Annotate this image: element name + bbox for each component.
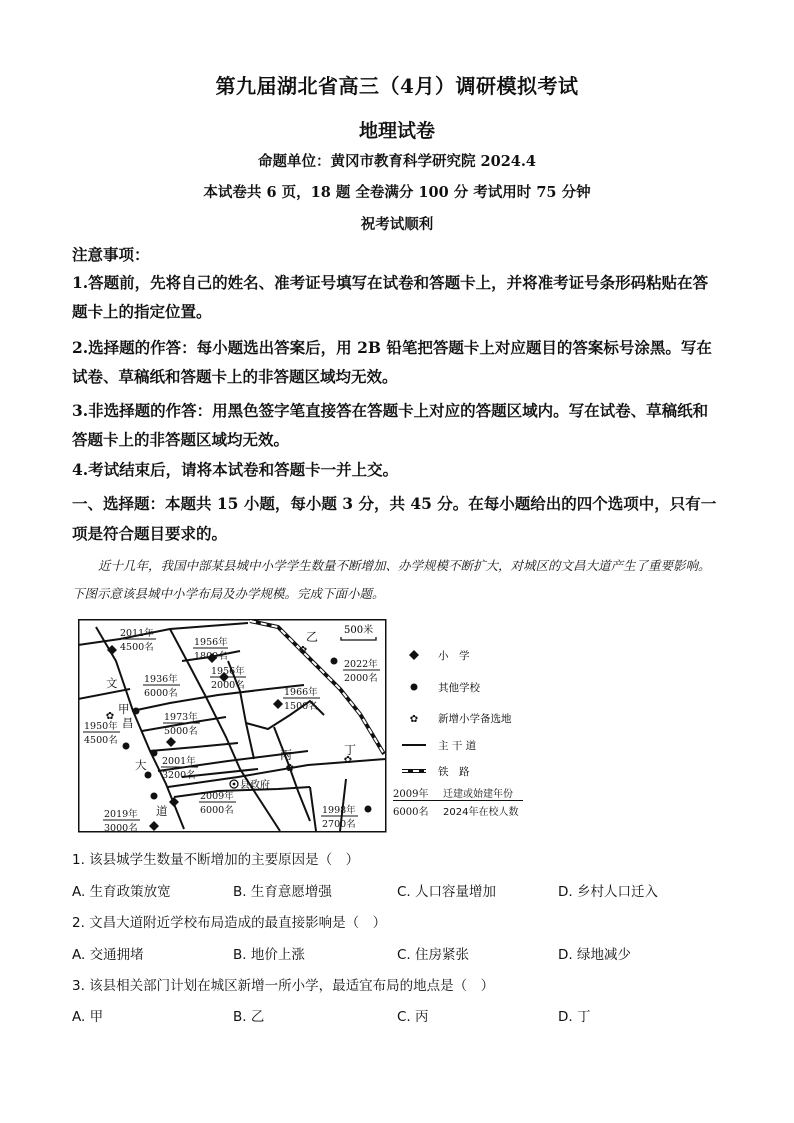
legend-primary: 小 学 <box>438 650 470 662</box>
svg-text:4500名: 4500名 <box>84 735 118 746</box>
scale-bar-label: 500米 <box>344 625 374 636</box>
note-item-4: 4.考试结束后，请将本试卷和答题卡一并上交。 <box>72 460 399 479</box>
question-3-stem: 3. 该县相关部门计划在城区新增一所小学，最适宜布局的地点是（ ） <box>72 978 495 994</box>
svg-text:2019年: 2019年 <box>104 809 138 820</box>
svg-text:1950年: 1950年 <box>84 721 118 732</box>
legend-key-rule <box>393 800 523 801</box>
svg-text:2009年: 2009年 <box>200 791 234 802</box>
legend-key-count: 6000名 <box>393 807 429 818</box>
legend-key-year: 2009年 <box>393 789 429 800</box>
svg-text:3000名: 3000名 <box>104 823 138 834</box>
road-name-char: 大 <box>135 758 147 772</box>
note-item-1: 1.答题前，先将自己的姓名、准考证号填写在试卷和答题卡上，并将准考证号条形码粘贴在答题卡上的指定位置。 <box>72 273 709 321</box>
question-2-option-a[interactable]: A. 交通拥堵 <box>72 947 144 963</box>
road-name-char: 文 <box>106 676 118 690</box>
section-heading: 一、选择题：本题共 15 小题，每小题 3 分，共 45 分。在每小题给出的四个选项中，只有一项是符合题目要求的。 <box>72 494 717 543</box>
candidate-site-yi-icon: ✿ <box>298 645 308 656</box>
svg-text:5000名: 5000名 <box>164 726 198 737</box>
question-2-option-d[interactable]: D. 绿地减少 <box>558 947 631 963</box>
svg-text:1956年: 1956年 <box>211 666 245 677</box>
county-government-label: 县政府 <box>240 780 270 791</box>
svg-text:1998年: 1998年 <box>322 805 356 816</box>
question-3-option-c[interactable]: C. 丙 <box>397 1009 429 1025</box>
road-name-char: 甲 <box>118 702 130 716</box>
other-school-marker <box>133 708 140 715</box>
other-school-marker <box>151 750 158 757</box>
question-1-option-b[interactable]: B. 生育意愿增强 <box>233 884 332 900</box>
question-1-option-c[interactable]: C. 人口容量增加 <box>397 884 497 900</box>
svg-text:3200名: 3200名 <box>162 770 196 781</box>
exam-title: 第九届湖北省高三（4月）调研模拟考试 <box>215 74 579 98</box>
place-bing: 丙 <box>280 748 293 762</box>
question-2-option-b[interactable]: B. 地价上涨 <box>233 947 305 963</box>
road-name-char: 昌 <box>122 716 134 730</box>
question-3-option-b[interactable]: B. 乙 <box>233 1009 265 1025</box>
svg-text:1966年: 1966年 <box>284 687 318 698</box>
legend-key-year-desc: 迁建或始建年份 <box>443 789 513 800</box>
svg-text:2000名: 2000名 <box>211 680 245 691</box>
svg-text:2700名: 2700名 <box>322 819 356 830</box>
question-1-stem: 1. 该县城学生数量不断增加的主要原因是（ ） <box>72 852 360 868</box>
other-school-marker <box>331 658 338 665</box>
primary-school-legend-icon <box>409 650 419 660</box>
other-school-marker <box>151 793 158 800</box>
question-intro: 近十几年，我国中部某县城中小学学生数量不断增加、办学规模不断扩大，对城区的文昌大道产生了重要影响。下图示意该县城中小学布局及办学规模。完成下面小题。 <box>72 558 711 601</box>
candidate-site-ding-icon: ✿ <box>343 755 353 766</box>
legend-other: 其他学校 <box>438 682 480 694</box>
legend-key-count-desc: 2024年在校人数 <box>443 807 519 818</box>
question-1-option-d[interactable]: D. 乡村人口迁入 <box>558 884 658 900</box>
county-government-icon <box>230 780 238 788</box>
other-school-marker <box>365 806 372 813</box>
candidate-site-bing-icon: ✿ <box>285 763 295 774</box>
note-item-3: 3.非选择题的作答：用黑色签字笔直接答在答题卡上对应的答题区域内。写在试卷、草稿纸和答题卡上的非答题区域均无效。 <box>72 401 709 449</box>
svg-text:1500名: 1500名 <box>284 701 318 712</box>
other-school-legend-icon <box>411 684 418 691</box>
svg-text:2001年: 2001年 <box>162 756 196 767</box>
svg-text:1973年: 1973年 <box>164 712 198 723</box>
svg-text:1936年: 1936年 <box>144 674 178 685</box>
svg-text:6000名: 6000名 <box>144 688 178 699</box>
legend-candidate: 新增小学备选地 <box>438 713 512 725</box>
other-school-marker <box>145 772 152 779</box>
candidate-site-jia-icon: ✿ <box>105 711 115 722</box>
note-item-2: 2.选择题的作答：每小题选出答案后，用 2B 铅笔把答题卡上对应题目的答案标号涂黑。写在试卷、草稿纸和答题卡上的非答题区域均无效。 <box>72 338 712 386</box>
issuing-org: 命题单位：黄冈市教育科学研究院 2024.4 <box>257 153 537 170</box>
good-luck: 祝考试顺利 <box>360 216 434 233</box>
notes-heading: 注意事项： <box>72 245 150 264</box>
legend-road: 主 干 道 <box>438 740 477 752</box>
question-1-option-a[interactable]: A. 生育政策放宽 <box>72 884 171 900</box>
subject-title: 地理试卷 <box>358 120 435 142</box>
svg-text:2000名: 2000名 <box>344 673 378 684</box>
svg-text:4500名: 4500名 <box>120 642 154 653</box>
question-3-option-d[interactable]: D. 丁 <box>558 1009 591 1025</box>
svg-text:1800名: 1800名 <box>194 651 228 662</box>
place-ding: 丁 <box>344 743 357 757</box>
place-yi: 乙 <box>306 630 319 644</box>
school-layout-map <box>78 619 388 834</box>
exam-info: 本试卷共 6 页，18 题 全卷满分 100 分 考试用时 75 分钟 <box>203 184 591 201</box>
legend-key <box>393 785 533 819</box>
question-2-option-c[interactable]: C. 住房紧张 <box>397 947 470 963</box>
road-name-char: 道 <box>156 804 168 818</box>
svg-text:1956年: 1956年 <box>194 637 228 648</box>
question-3-option-a[interactable]: A. 甲 <box>72 1009 104 1025</box>
candidate-site-legend-icon: ✿ <box>409 714 419 725</box>
svg-text:2022年: 2022年 <box>344 659 378 670</box>
legend-rail: 铁 路 <box>438 766 470 778</box>
other-school-marker <box>123 743 130 750</box>
svg-text:2011年: 2011年 <box>120 628 154 639</box>
svg-text:6000名: 6000名 <box>200 805 234 816</box>
question-2-stem: 2. 文昌大道附近学校布局造成的最直接影响是（ ） <box>72 915 387 931</box>
